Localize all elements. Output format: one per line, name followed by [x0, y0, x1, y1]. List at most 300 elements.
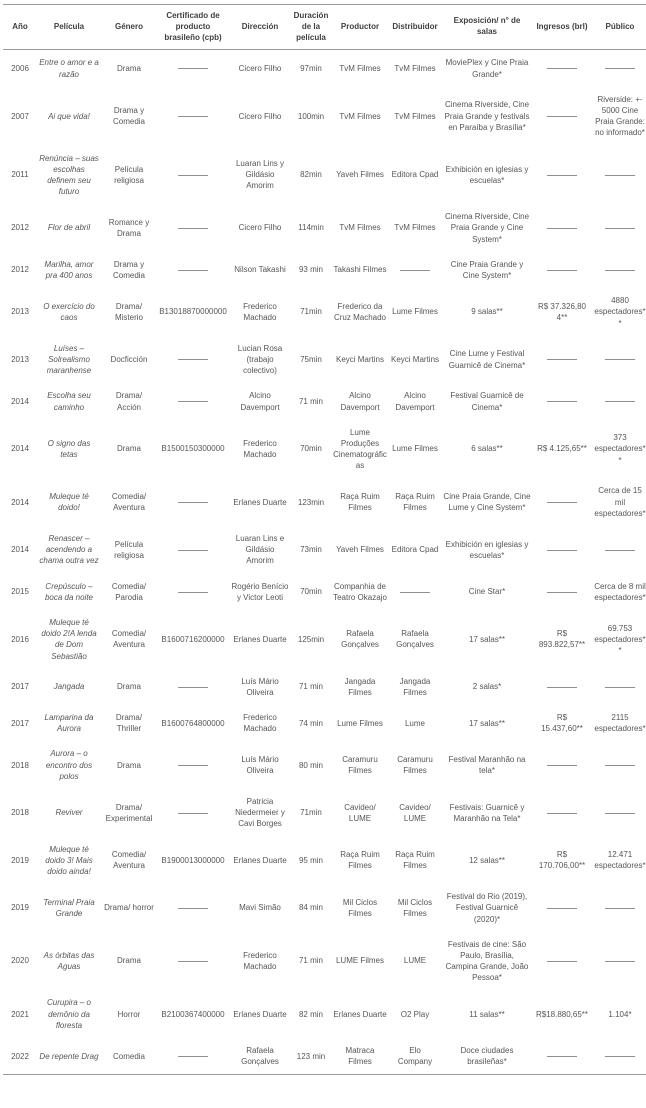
exposure-cell: Exhibición en iglesias y escuelas*	[445, 164, 529, 185]
revenue-cell: R$ 37.326,80 4**	[537, 301, 587, 322]
direction-cell: Luaran Lins e Gildásio Amorim	[235, 534, 285, 566]
distributor-cell: Raça Ruim Filmes	[395, 850, 435, 871]
producer-cell: Raça Ruim Filmes	[340, 492, 380, 513]
revenue-cell: R$ 893.822,57**	[538, 629, 586, 650]
empty-value-dash	[178, 270, 208, 271]
empty-value-dash	[178, 175, 208, 176]
exposure-cell: Cinema Riverside, Cine Praia Grande y Cine System*	[444, 212, 530, 244]
exposure-cell: 17 salas**	[468, 634, 506, 644]
table-header	[3, 5, 646, 50]
audience-cell: 12.471 espectadores*	[594, 850, 646, 871]
audience-cell	[591, 669, 646, 705]
exposure-cell: Festivais: Guarnicê y Maranhão na Tela*	[449, 802, 525, 823]
empty-value-dash	[547, 175, 577, 176]
film-title-cell: O exercício do caos	[43, 301, 95, 322]
empty-value-dash	[178, 68, 208, 69]
duration-cell: 71 min	[298, 956, 323, 966]
empty-value-dash	[400, 592, 430, 593]
audience-cell: 2115 espectadores*	[594, 713, 646, 734]
header-direction: Dirección	[229, 5, 291, 50]
distributor-cell: LUME	[403, 956, 427, 966]
film-title-cell: Muleque té doido 2!A lenda de Dom Sebastião	[41, 617, 97, 661]
distributor-cell: Cavideo/ LUME	[399, 802, 431, 823]
duration-cell: 84 min	[298, 903, 323, 913]
duration-cell: 93 min	[298, 265, 323, 275]
certificate-cell	[157, 478, 229, 526]
distributor-cell: Editora Cpad	[391, 545, 439, 555]
distributor-cell: Rafaela Gonçalves	[396, 629, 434, 650]
direction-cell: Nilson Takashi	[234, 265, 286, 275]
distributor-cell: Lume Filmes	[392, 444, 438, 454]
table-row	[3, 87, 646, 146]
year-cell: 2007	[11, 111, 29, 121]
audience-cell: 69.753 espectadores**	[594, 623, 646, 655]
year-cell: 2017	[11, 718, 29, 728]
certificate-cell	[157, 884, 229, 932]
empty-value-dash	[605, 359, 635, 360]
producer-cell: Frederico da Cruz Machado	[333, 301, 387, 322]
revenue-cell	[533, 1038, 591, 1075]
duration-cell: 123 min	[296, 1051, 326, 1061]
producer-cell: Lume Produções Cinematográficas	[333, 427, 387, 471]
producer-cell: Caramuru Filmes	[342, 755, 378, 776]
genre-cell: Comedia/ Parodia	[111, 581, 147, 602]
film-title-cell: Crepúsculo – boca da noite	[44, 581, 94, 602]
exposure-cell: Cine Praia Grande y Cine System*	[450, 259, 524, 281]
year-cell: 2019	[11, 903, 29, 913]
empty-value-dash	[605, 401, 635, 402]
certificate-cell: B13018870000000	[159, 307, 227, 317]
producer-cell: Erlanes Duarte	[333, 1009, 387, 1019]
year-cell: 2014	[11, 497, 29, 507]
revenue-cell	[533, 478, 591, 526]
header-duration: Duración de la película	[291, 5, 331, 50]
revenue-cell	[533, 204, 591, 252]
header-genre: Género	[101, 5, 157, 50]
exposure-cell: Festivais de cine: São Paulo, Brasília, Campina Grande, João Pessoa*	[445, 939, 529, 983]
header-audience: Público	[591, 5, 646, 50]
genre-cell: Drama/ Experimental	[105, 802, 153, 823]
film-title-cell: Aurora – o encontro dos polos	[45, 749, 93, 781]
films-table	[3, 4, 646, 1075]
table-row	[3, 50, 646, 87]
duration-cell: 97min	[300, 63, 322, 73]
genre-cell: Película religiosa	[114, 539, 144, 560]
certificate-cell	[157, 336, 229, 384]
duration-cell: 82min	[300, 170, 322, 180]
revenue-cell	[533, 50, 591, 87]
empty-value-dash	[547, 765, 577, 766]
empty-value-dash	[547, 687, 577, 688]
audience-cell	[591, 526, 646, 574]
certificate-cell	[157, 87, 229, 146]
exposure-cell: 2 salas*	[472, 682, 502, 692]
genre-cell: Docficción	[110, 354, 148, 364]
year-cell: 2017	[11, 682, 29, 692]
genre-cell: Drama y Comedia	[112, 105, 145, 127]
genre-cell: Drama/ horror	[104, 903, 154, 913]
audience-cell	[591, 884, 646, 932]
year-cell: 2013	[11, 307, 29, 317]
revenue-cell	[533, 669, 591, 705]
producer-cell: Companhia de Teatro Okazajo	[333, 581, 387, 602]
revenue-cell	[533, 741, 591, 789]
film-title-cell: Marilha, amor pra 400 anos	[44, 259, 94, 281]
producer-cell: TvM Filmes	[339, 223, 381, 233]
film-title-cell: De repente Drag	[39, 1051, 99, 1061]
film-title-cell: Renúncia – suas escolhas definem seu futuro	[39, 153, 99, 197]
year-cell: 2012	[11, 265, 29, 275]
audience-cell	[591, 383, 646, 419]
empty-value-dash	[605, 175, 635, 176]
film-title-cell: Jangada	[53, 682, 85, 692]
duration-cell: 114min	[298, 223, 324, 233]
empty-value-dash	[605, 270, 635, 271]
direction-cell: Frederico Machado	[243, 301, 277, 322]
producer-cell: TvM Filmes	[339, 111, 381, 121]
header-certificate: Certificado de producto brasileño (cpb)	[157, 5, 229, 50]
exposure-cell: 11 salas**	[469, 1009, 505, 1019]
exposure-cell: Exhibición en iglesias y escuelas*	[445, 539, 529, 560]
exposure-cell: Festival Guarnicê de Cinema*	[450, 391, 524, 412]
direction-cell: Luís Mário Oliveira	[241, 676, 279, 697]
certificate-cell	[157, 146, 229, 205]
empty-value-dash	[547, 550, 577, 551]
exposure-cell: Cine Lume y Festival Guarnicê de Cinema*	[448, 349, 526, 370]
empty-value-dash	[547, 116, 577, 117]
empty-value-dash	[178, 908, 208, 909]
revenue-cell: R$ 15.437,60**	[541, 713, 583, 734]
empty-value-dash	[178, 961, 208, 962]
empty-value-dash	[605, 961, 635, 962]
exposure-cell: Doce ciudades brasileñas*	[460, 1046, 514, 1067]
exposure-cell: Cine Star*	[468, 587, 506, 597]
certificate-cell: B1600716200000	[161, 634, 225, 644]
empty-value-dash	[178, 228, 208, 229]
empty-value-dash	[605, 550, 635, 551]
genre-cell: Comedia/ Aventura	[111, 850, 147, 871]
direction-cell: Erlanes Duarte	[233, 634, 287, 644]
exposure-cell: MoviePlex y Cine Praia Grande*	[445, 58, 529, 79]
audience-cell: 373 espectadores**	[594, 433, 646, 465]
certificate-cell	[157, 204, 229, 252]
empty-value-dash	[547, 908, 577, 909]
empty-value-dash	[605, 765, 635, 766]
producer-cell: Takashi Filmes	[333, 265, 387, 275]
direction-cell: Patricia Niedermeier y Cavi Borges	[235, 797, 285, 829]
revenue-cell: R$ 4.125,65**	[537, 444, 587, 454]
direction-cell: Frederico Machado	[243, 713, 277, 734]
table-row	[3, 526, 646, 574]
empty-value-dash	[605, 228, 635, 229]
producer-cell: Raça Ruim Filmes	[340, 850, 380, 871]
direction-cell: Cicero Filho	[238, 223, 282, 233]
distributor-cell: TvM Filmes	[394, 63, 436, 73]
direction-cell: Rafaela Gonçalves	[241, 1046, 279, 1067]
distributor-cell: Raça Ruim Filmes	[395, 492, 435, 513]
genre-cell: Comedia	[112, 1051, 145, 1061]
distributor-cell: Jangada Filmes	[399, 676, 431, 697]
revenue-cell	[533, 87, 591, 146]
film-title-cell: Lamparina da Aurora	[44, 713, 94, 734]
empty-value-dash	[605, 908, 635, 909]
duration-cell: 70min	[300, 587, 322, 597]
empty-value-dash	[605, 1056, 635, 1057]
empty-value-dash	[178, 550, 208, 551]
exposure-cell: Festival Maranhão na tela*	[448, 755, 526, 776]
empty-value-dash	[547, 961, 577, 962]
producer-cell: Cavideo/ LUME	[344, 802, 376, 823]
audience-cell: Riverside: +- 5000 Cine Praia Grande: no informado*	[595, 94, 645, 138]
genre-cell: Drama y Comedia	[112, 259, 145, 281]
producer-cell: Keyci Martins	[335, 354, 384, 364]
year-cell: 2022	[11, 1051, 29, 1061]
certificate-cell: B2100367400000	[161, 1009, 225, 1019]
empty-value-dash	[547, 1056, 577, 1057]
duration-cell: 125min	[297, 634, 325, 644]
direction-cell: Cicero Filho	[238, 63, 282, 73]
distributor-cell	[389, 252, 441, 288]
genre-cell: Drama	[116, 63, 141, 73]
duration-cell: 75min	[300, 354, 322, 364]
film-title-cell: Entre o amor e a razão	[39, 58, 99, 79]
table-row	[3, 420, 646, 479]
header-row	[3, 5, 646, 50]
certificate-cell	[157, 789, 229, 837]
duration-cell: 73min	[300, 545, 322, 555]
distributor-cell: TvM Filmes	[394, 223, 436, 233]
empty-value-dash	[605, 813, 635, 814]
distributor-cell: Mil Ciclos Filmes	[397, 897, 433, 918]
year-cell: 2021	[11, 1009, 29, 1019]
table-row	[3, 252, 646, 288]
duration-cell: 71 min	[298, 682, 323, 692]
audience-cell: 4880 espectadores**	[594, 296, 646, 328]
revenue-cell	[533, 789, 591, 837]
producer-cell: Alcino Davemport	[340, 391, 380, 412]
film-title-cell: Curupira – o demônio da floresta	[46, 998, 92, 1030]
exposure-cell: 17 salas**	[468, 718, 506, 728]
producer-cell: Rafaela Gonçalves	[341, 629, 379, 650]
empty-value-dash	[178, 359, 208, 360]
duration-cell: 71min	[300, 307, 322, 317]
empty-value-dash	[178, 592, 208, 593]
exposure-cell: 9 salas**	[471, 307, 503, 317]
empty-value-dash	[400, 270, 430, 271]
direction-cell: Erlanes Duarte	[233, 1009, 287, 1019]
film-title-cell: As órbitas das Aguas	[43, 950, 95, 972]
empty-value-dash	[178, 813, 208, 814]
revenue-cell	[533, 383, 591, 419]
certificate-cell	[157, 252, 229, 288]
producer-cell: TvM Filmes	[339, 63, 381, 73]
duration-cell: 74 min	[298, 718, 323, 728]
header-exposure: Exposición/ n° de salas	[441, 5, 533, 50]
film-title-cell: Muleque té doido 3! Mais doido ainda!	[45, 844, 93, 876]
table-row	[3, 884, 646, 932]
genre-cell: Horror	[117, 1009, 141, 1019]
distributor-cell: Caramuru Filmes	[397, 755, 433, 776]
direction-cell: Frederico Machado	[243, 438, 277, 460]
film-title-cell: Flor de abril	[47, 223, 91, 233]
table-row	[3, 383, 646, 419]
revenue-cell	[533, 252, 591, 288]
audience-cell	[591, 1038, 646, 1075]
genre-cell: Comedia/ Aventura	[111, 629, 147, 650]
year-cell: 2011	[11, 170, 29, 180]
year-cell: 2013	[11, 354, 29, 364]
genre-cell: Drama/ Misterio	[114, 301, 143, 322]
genre-cell: Drama	[116, 682, 141, 692]
distributor-cell: Keyci Martins	[391, 354, 440, 364]
film-title-cell: Renascer – acendendo a chama outra vez	[39, 534, 99, 566]
year-cell: 2014	[11, 545, 29, 555]
empty-value-dash	[547, 592, 577, 593]
revenue-cell	[533, 526, 591, 574]
year-cell: 2019	[11, 855, 29, 865]
direction-cell: Frederico Machado	[243, 950, 277, 972]
film-title-cell: Escolha seu caminho	[47, 391, 91, 412]
producer-cell: Jangada Filmes	[344, 676, 376, 697]
film-title-cell: Terminal Praia Grande	[43, 897, 95, 918]
direction-cell: Erlanes Duarte	[233, 855, 287, 865]
header-distributor: Distribuidor	[389, 5, 441, 50]
film-title-cell: O signo das tetas	[47, 438, 91, 460]
certificate-cell	[157, 50, 229, 87]
table-row	[3, 837, 646, 885]
certificate-cell	[157, 526, 229, 574]
table-row	[3, 990, 646, 1038]
certificate-cell: B1900013000000	[161, 855, 225, 865]
direction-cell: Rogério Benício y Victor Leoti	[231, 581, 289, 602]
empty-value-dash	[547, 502, 577, 503]
producer-cell: Yaveh Filmes	[336, 170, 384, 180]
distributor-cell: Lume	[404, 718, 425, 728]
revenue-cell	[533, 884, 591, 932]
table-row	[3, 288, 646, 336]
year-cell: 2012	[11, 223, 29, 233]
year-cell: 2006	[11, 63, 29, 73]
year-cell: 2020	[11, 956, 29, 966]
film-title-cell: Ai que vida!	[48, 111, 90, 121]
exposure-cell: 6 salas**	[471, 444, 503, 454]
film-title-cell: Reviver	[55, 808, 83, 818]
duration-cell: 70min	[300, 444, 322, 454]
empty-value-dash	[547, 359, 577, 360]
year-cell: 2015	[11, 587, 29, 597]
audience-cell: Cerca de 15 mil espectadores*	[594, 486, 646, 518]
empty-value-dash	[178, 502, 208, 503]
audience-cell	[591, 50, 646, 87]
producer-cell: Matraca Filmes	[345, 1046, 375, 1067]
audience-cell: 1.104*	[608, 1009, 632, 1019]
audience-cell	[591, 932, 646, 991]
empty-value-dash	[178, 401, 208, 402]
exposure-cell: Cinema Riverside, Cine Praia Grande y festivals en Paraíba y Brasília*	[444, 100, 530, 132]
genre-cell: Película religiosa	[114, 164, 144, 185]
genre-cell: Drama/ Acción	[115, 391, 143, 412]
exposure-cell: 12 salas**	[468, 855, 506, 865]
empty-value-dash	[178, 687, 208, 688]
table-row	[3, 669, 646, 705]
direction-cell: Luaran Lins y Gildásio Amorim	[235, 159, 285, 191]
audience-cell	[591, 146, 646, 205]
year-cell: 2018	[11, 760, 29, 770]
header-year: Año	[3, 5, 37, 50]
table-row	[3, 932, 646, 991]
film-title-cell: Luíses – Solrealismo maranhense	[46, 343, 92, 376]
exposure-cell: Festival do Rio (2019), Festival Guarnicê (2020)*	[446, 892, 528, 924]
table-row	[3, 574, 646, 610]
table-row	[3, 610, 646, 669]
certificate-cell	[157, 574, 229, 610]
certificate-cell	[157, 741, 229, 789]
table-row	[3, 741, 646, 789]
genre-cell: Comedia/ Aventura	[111, 492, 147, 513]
audience-cell	[591, 204, 646, 252]
revenue-cell: R$18.880,65**	[535, 1009, 589, 1019]
table-row	[3, 705, 646, 741]
audience-cell	[591, 252, 646, 288]
direction-cell: Alcino Davemport	[240, 391, 280, 412]
revenue-cell	[533, 336, 591, 384]
empty-value-dash	[547, 401, 577, 402]
audience-cell	[591, 741, 646, 789]
revenue-cell	[533, 932, 591, 991]
empty-value-dash	[547, 813, 577, 814]
producer-cell: Yaveh Filmes	[336, 545, 384, 555]
genre-cell: Romance y Drama	[108, 217, 150, 239]
certificate-cell	[157, 669, 229, 705]
audience-cell: Cerca de 8 mil espectadores*	[594, 581, 646, 602]
distributor-cell: TvM Filmes	[394, 111, 436, 121]
header-producer: Productor	[331, 5, 389, 50]
distributor-cell	[389, 574, 441, 610]
revenue-cell	[533, 574, 591, 610]
direction-cell: Erlanes Duarte	[233, 497, 287, 507]
genre-cell: Drama	[116, 760, 141, 770]
certificate-cell: B1600764800000	[161, 718, 225, 728]
empty-value-dash	[547, 228, 577, 229]
audience-cell	[591, 789, 646, 837]
empty-value-dash	[547, 68, 577, 69]
table-body	[3, 50, 646, 1075]
producer-cell: LUME Filmes	[335, 956, 384, 966]
certificate-cell	[157, 1038, 229, 1075]
table-row	[3, 336, 646, 384]
duration-cell: 100min	[297, 111, 325, 121]
empty-value-dash	[178, 116, 208, 117]
direction-cell: Mavi Simão	[239, 903, 281, 913]
duration-cell: 82 min	[298, 1009, 323, 1019]
duration-cell: 71min	[300, 808, 322, 818]
distributor-cell: Lume Filmes	[392, 307, 438, 317]
direction-cell: Cicero Filho	[238, 111, 282, 121]
empty-value-dash	[178, 765, 208, 766]
genre-cell: Drama/ Thriller	[115, 713, 143, 734]
year-cell: 2016	[11, 634, 29, 644]
empty-value-dash	[178, 1056, 208, 1057]
revenue-cell: R$ 170.706,00**	[538, 850, 586, 871]
revenue-cell	[533, 146, 591, 205]
distributor-cell: O2 Play	[400, 1009, 430, 1019]
producer-cell: Mil Ciclos Filmes	[342, 897, 378, 918]
certificate-cell	[157, 383, 229, 419]
table-row	[3, 789, 646, 837]
year-cell: 2014	[11, 396, 29, 406]
duration-cell: 71 min	[298, 396, 323, 406]
table-row	[3, 146, 646, 205]
